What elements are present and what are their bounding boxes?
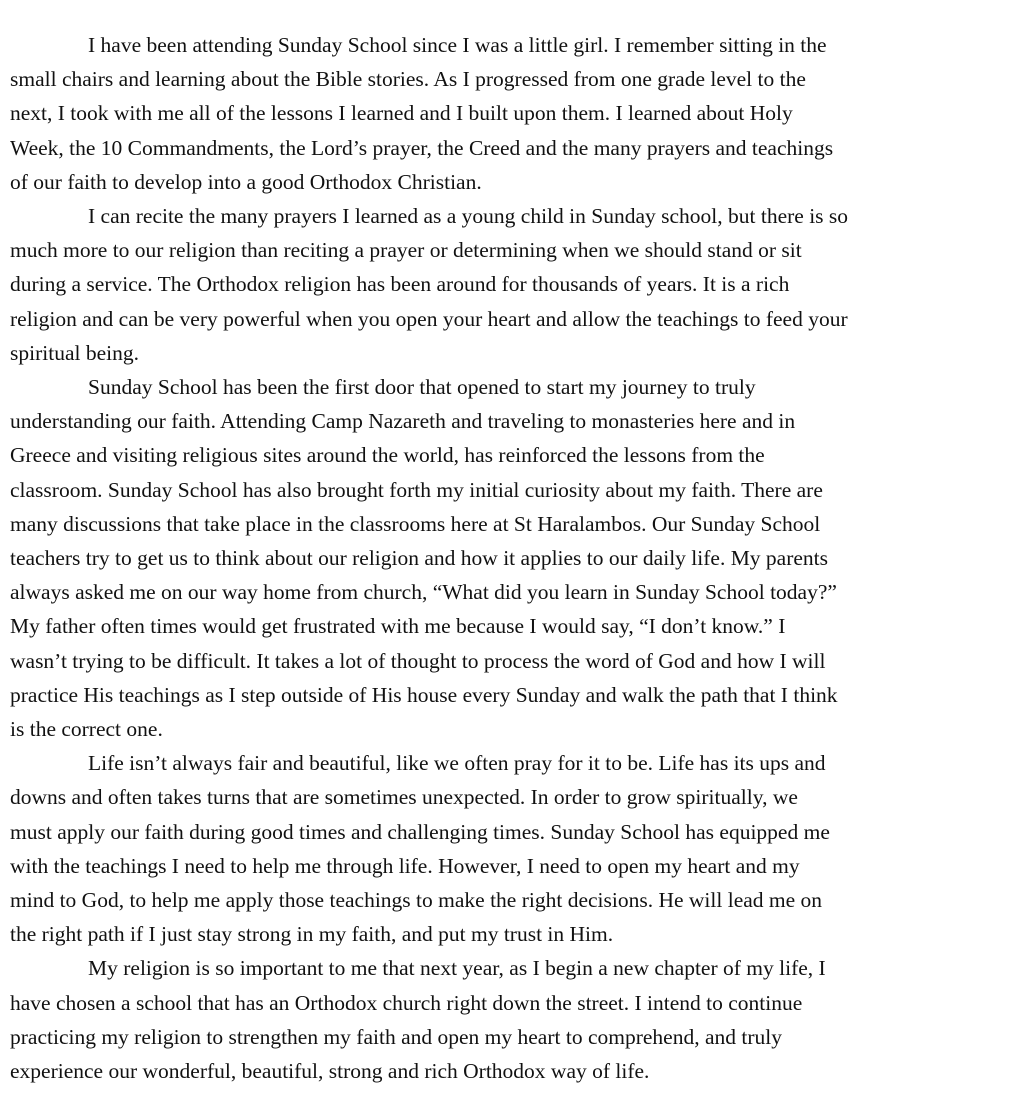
text-line: teachers try to get us to think about our religion and how it applies to our daily life. My parents	[10, 546, 829, 571]
text-line: have chosen a school that has an Orthodox church right down the street. I intend to continue	[10, 990, 803, 1015]
text-line: My religion is so important to me that next year, as I begin a new chapter of my life, I	[88, 956, 826, 981]
text-line: I have been attending Sunday School since I was a little girl. I remember sitting in the	[88, 33, 827, 57]
text-line: with the teachings I need to help me through life. However, I need to open my heart and my	[10, 853, 800, 878]
text-line: is the correct one.	[10, 717, 163, 742]
text-line: Life isn’t always fair and beautiful, like we often pray for it to be. Life has its ups and	[88, 751, 826, 776]
text-line: understanding our faith. Attending Camp Nazareth and traveling to monasteries here and in	[10, 409, 796, 434]
text-line: practicing my religion to strengthen my faith and open my heart to comprehend, and truly	[10, 1024, 782, 1049]
essay-paragraph	[10, 370, 1018, 746]
text-line: of our faith to develop into a good Orthodox Christian.	[10, 169, 482, 194]
text-line: wasn’t trying to be difficult. It takes a lot of thought to process the word of God and how I will	[10, 648, 826, 673]
text-line: practice His teachings as I step outside of His house every Sunday and walk the path that I think	[10, 682, 838, 707]
essay-paragraph	[10, 199, 1018, 370]
text-line: My father often times would get frustrated with me because I would say, “I don’t know.” I	[10, 614, 786, 639]
text-line: much more to our religion than reciting a prayer or determining when we should stand or sit	[10, 238, 802, 263]
text-line: mind to God, to help me apply those teachings to make the right decisions. He will lead me on	[10, 888, 823, 913]
text-line: Week, the 10 Commandments, the Lord’s prayer, the Creed and the many prayers and teachings	[10, 135, 834, 160]
text-line: must apply our faith during good times and challenging times. Sunday School has equipped me	[10, 819, 830, 844]
text-line: classroom. Sunday School has also brought forth my initial curiosity about my faith. There are	[10, 477, 823, 502]
text-line: many discussions that take place in the classrooms here at St Haralambos. Our Sunday School	[10, 511, 821, 536]
text-line: Greece and visiting religious sites around the world, has reinforced the lessons from the	[10, 443, 765, 468]
text-line: Sunday School has been the first door that opened to start my journey to truly	[88, 375, 756, 400]
essay-paragraph	[10, 746, 1018, 951]
text-line: during a service. The Orthodox religion has been around for thousands of years. It is a rich	[10, 272, 790, 297]
text-line: downs and often takes turns that are sometimes unexpected. In order to grow spiritually, we	[10, 785, 798, 810]
essay-paragraph	[10, 951, 1018, 1088]
essay-page	[10, 28, 1018, 1088]
essay-paragraph	[10, 28, 1018, 199]
text-line: experience our wonderful, beautiful, strong and rich Orthodox way of life.	[10, 1059, 650, 1084]
text-line: small chairs and learning about the Bible stories. As I progressed from one grade level to the	[10, 67, 806, 92]
text-line: next, I took with me all of the lessons I learned and I built upon them. I learned about Holy	[10, 101, 793, 126]
text-line: religion and can be very powerful when you open your heart and allow the teachings to feed your	[10, 306, 848, 331]
text-line: spiritual being.	[10, 340, 139, 365]
text-line: I can recite the many prayers I learned as a young child in Sunday school, but there is so	[88, 204, 849, 229]
text-line: always asked me on our way home from church, “What did you learn in Sunday School today?”	[10, 580, 837, 605]
text-line: the right path if I just stay strong in my faith, and put my trust in Him.	[10, 922, 614, 947]
